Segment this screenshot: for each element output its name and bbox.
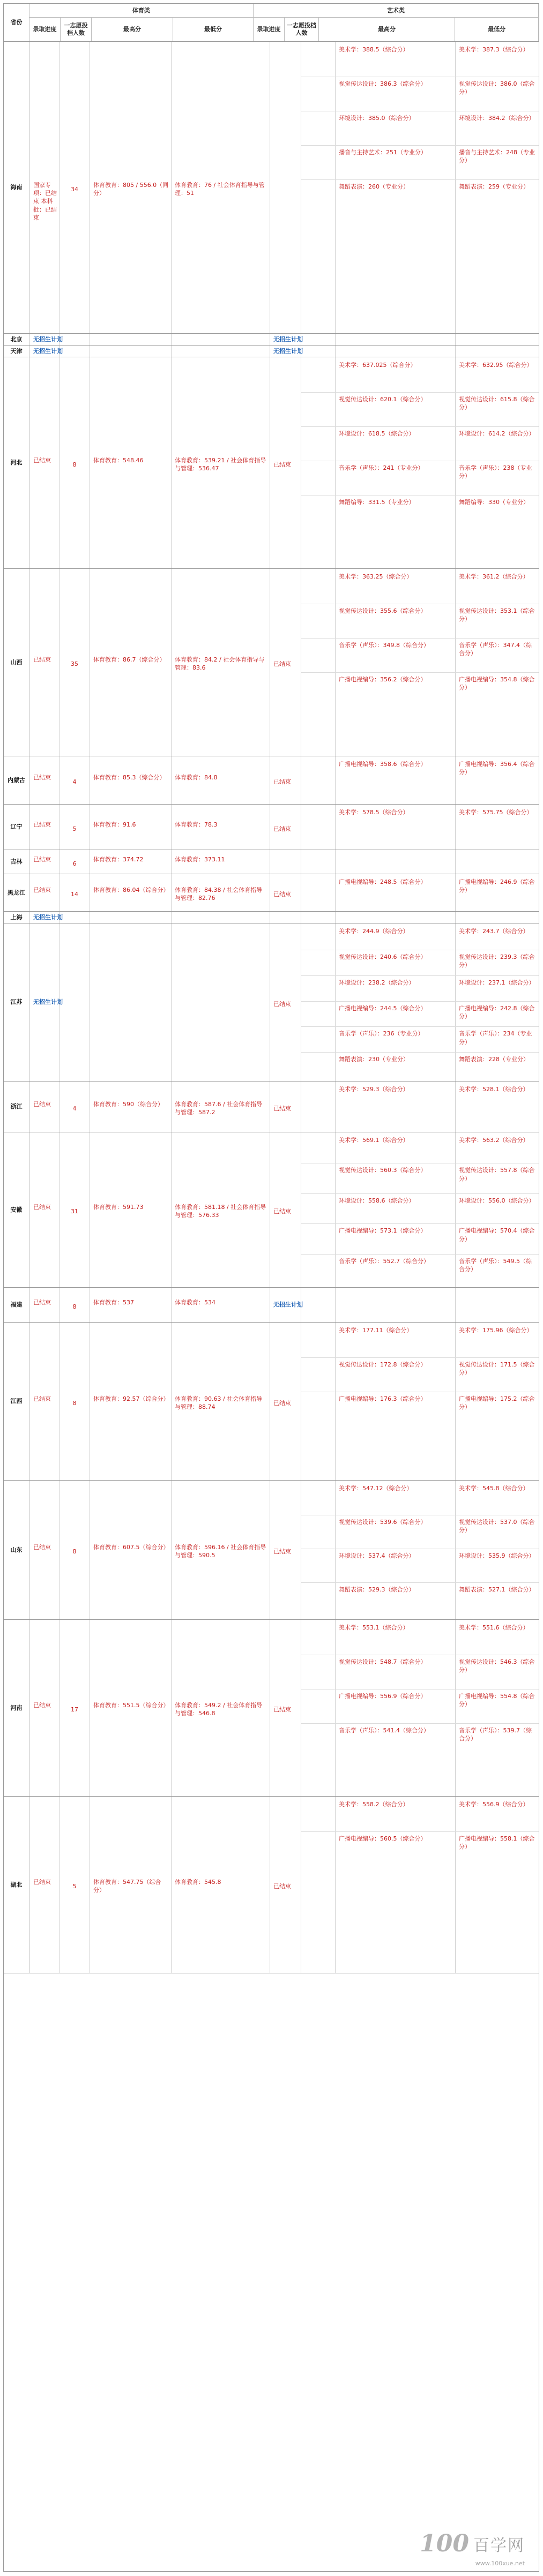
province-block — [4, 569, 539, 756]
province-block — [4, 357, 539, 569]
column-divider — [455, 1620, 456, 1796]
art-min: 舞蹈编导：330（专业分） — [459, 499, 529, 506]
art-max: 广播电视编导：556.9（综合分） — [339, 1693, 427, 1700]
column-divider — [59, 1132, 60, 1287]
art-max: 环境设计：558.6（综合分） — [339, 1197, 415, 1204]
art-max: 环境设计：537.4（综合分） — [339, 1552, 415, 1559]
province-block — [4, 912, 539, 923]
art-max: 美术学：177.11（综合分） — [339, 1327, 413, 1334]
province-name: 上海 — [4, 912, 29, 923]
art-max: 广播电视编导：248.5（综合分） — [339, 878, 427, 885]
art-max: 舞蹈编导：331.5（专业分） — [339, 499, 415, 506]
sport-min: 体育教育：90.63 / 社会体育指导与管理：88.74 — [175, 1395, 263, 1410]
art-max: 广播电视编导：358.6（综合分） — [339, 761, 427, 768]
art-max: 美术学：363.25（综合分） — [339, 573, 413, 580]
art-min: 舞蹈表演：259（专业分） — [459, 183, 529, 190]
art-row-divider — [301, 1582, 539, 1583]
art-min: 美术学：556.9（综合分） — [459, 1801, 529, 1808]
sport-count: 5 — [72, 825, 77, 832]
art-min: 音乐学（声乐）：549.5（综合分） — [459, 1257, 532, 1273]
sport-max: 体育教育：92.57（综合分） — [93, 1395, 169, 1402]
province-block — [4, 1797, 539, 1973]
art-row-divider — [301, 1254, 539, 1255]
province-block — [4, 923, 539, 1082]
sport-note: 无招生计划 — [33, 347, 63, 355]
column-divider — [171, 569, 172, 756]
province-block — [4, 805, 539, 850]
sport-max: 体育教育：607.5（综合分） — [93, 1544, 169, 1551]
sport-count: 4 — [72, 1105, 77, 1112]
art-max: 美术学：553.1（综合分） — [339, 1624, 409, 1631]
sport-max: 体育教育：591.73 — [93, 1204, 144, 1211]
art-min: 音乐学（声乐）：238（专业分） — [459, 464, 532, 480]
art-min: 广播电视编导：570.4（综合分） — [459, 1227, 535, 1243]
sport-max: 体育教育：91.6 — [93, 821, 136, 828]
province-name: 浙江 — [4, 1082, 29, 1132]
column-divider — [455, 1288, 456, 1322]
sport-min: 体育教育：78.3 — [175, 821, 218, 828]
art-min: 美术学：387.3（综合分） — [459, 46, 529, 53]
art-progress: 已结束 — [273, 778, 291, 785]
sport-progress: 已结束 — [33, 1395, 51, 1402]
column-divider — [455, 42, 456, 333]
art-max: 美术学：244.9（综合分） — [339, 928, 409, 935]
column-divider — [335, 850, 336, 874]
column-divider — [455, 805, 456, 850]
sport-progress: 已结束 — [33, 1544, 51, 1551]
art-min: 视觉传达设计：615.8（综合分） — [459, 396, 535, 411]
sport-note: 无招生计划 — [33, 335, 63, 343]
sport-min: 体育教育：549.2 / 社会体育指导与管理：546.8 — [175, 1702, 263, 1717]
art-row-divider — [301, 1026, 539, 1027]
admission-score-table — [3, 3, 539, 2572]
art-max: 视觉传达设计：386.3（综合分） — [339, 80, 427, 87]
column-divider — [171, 1288, 172, 1322]
art-progress: 已结束 — [273, 1883, 291, 1890]
art-min: 舞蹈表演：228（专业分） — [459, 1056, 529, 1063]
art-progress: 已结束 — [273, 1208, 291, 1215]
province-block — [4, 346, 539, 357]
art-progress: 已结束 — [273, 1105, 291, 1112]
art-progress: 已结束 — [273, 1548, 291, 1555]
art-min: 美术学：563.2（综合分） — [459, 1137, 529, 1144]
art-row-divider — [301, 1831, 539, 1832]
art-row-divider — [301, 1357, 539, 1358]
column-divider — [171, 923, 172, 1081]
art-max: 美术学：529.3（综合分） — [339, 1086, 409, 1093]
art-min: 美术学：551.6（综合分） — [459, 1624, 529, 1631]
column-divider — [335, 1082, 336, 1132]
column-divider — [59, 357, 60, 568]
column-divider — [335, 756, 336, 804]
art-count-header: 一志愿投档人数 — [285, 18, 319, 41]
art-row-divider — [301, 1001, 539, 1002]
sport-max: 体育教育：547.75（综合分） — [93, 1879, 161, 1894]
sport-max-header: 最高分 — [92, 18, 173, 41]
column-divider — [335, 874, 336, 911]
sport-min: 体育教育：373.11 — [175, 855, 225, 863]
art-max: 环境设计：618.5（综合分） — [339, 430, 415, 437]
column-divider — [171, 1797, 172, 1973]
sport-min: 体育教育：581.18 / 社会体育指导与管理：576.33 — [175, 1204, 266, 1219]
sport-progress-header: 录取进度 — [29, 18, 61, 41]
sport-count: 8 — [72, 1548, 77, 1555]
column-divider — [171, 357, 172, 568]
column-divider — [335, 1620, 336, 1796]
sport-progress: 已结束 — [33, 887, 51, 893]
sport-count: 4 — [72, 778, 77, 785]
watermark-logo-icon: 100 — [420, 2530, 469, 2557]
art-group-header: 艺术类 — [254, 4, 539, 18]
province-name: 江西 — [4, 1323, 29, 1480]
watermark-brand: 百学网 — [473, 2536, 525, 2555]
art-row-divider — [301, 1723, 539, 1724]
art-max: 舞蹈表演：230（专业分） — [339, 1056, 409, 1063]
column-divider — [171, 756, 172, 804]
column-divider — [59, 805, 60, 850]
column-divider — [455, 346, 456, 357]
sport-count: 17 — [71, 1706, 78, 1713]
art-min: 音乐学（声乐）：234（专业分） — [459, 1030, 532, 1046]
column-divider — [171, 805, 172, 850]
art-min: 广播电视编导：354.8（综合分） — [459, 676, 535, 692]
province-block — [4, 756, 539, 805]
art-min: 美术学：175.96（综合分） — [459, 1327, 533, 1334]
art-max: 美术学：578.5（综合分） — [339, 809, 409, 816]
art-min: 环境设计：614.2（综合分） — [459, 430, 535, 437]
art-min: 美术学：575.75（综合分） — [459, 809, 533, 816]
sport-progress: 已结束 — [33, 1100, 51, 1108]
column-divider — [335, 1481, 336, 1619]
art-max: 广播电视编导：573.1（综合分） — [339, 1227, 427, 1235]
art-max: 视觉传达设计：548.7（综合分） — [339, 1658, 427, 1665]
column-divider — [171, 1082, 172, 1132]
province-name: 北京 — [4, 334, 29, 345]
province-name: 黑龙江 — [4, 874, 29, 911]
sport-progress: 已结束 — [33, 1879, 51, 1886]
column-divider — [455, 912, 456, 923]
art-max: 音乐学（声乐）：349.8（综合分） — [339, 642, 429, 649]
column-divider — [59, 1797, 60, 1973]
column-divider — [335, 1797, 336, 1973]
art-max: 舞蹈表演：529.3（综合分） — [339, 1586, 415, 1593]
column-divider — [171, 346, 172, 357]
column-divider — [455, 1797, 456, 1973]
art-max: 视觉传达设计：560.3（综合分） — [339, 1167, 427, 1174]
column-divider — [335, 1323, 336, 1480]
art-min: 环境设计：535.9（综合分） — [459, 1552, 535, 1559]
sport-min: 体育教育：539.21 / 社会体育指导与管理：536.47 — [175, 456, 266, 472]
column-divider — [335, 1132, 336, 1287]
art-min: 美术学：243.7（综合分） — [459, 928, 529, 935]
column-divider — [455, 850, 456, 874]
art-max: 环境设计：385.0（综合分） — [339, 115, 415, 122]
art-max: 广播电视编导：356.2（综合分） — [339, 676, 427, 683]
art-min: 广播电视编导：175.2（综合分） — [459, 1395, 535, 1411]
art-max: 音乐学（声乐）：241（专业分） — [339, 464, 424, 471]
art-progress: 已结束 — [273, 660, 291, 667]
province-name: 河北 — [4, 357, 29, 568]
column-divider — [455, 1132, 456, 1287]
sport-progress: 已结束 — [33, 774, 51, 781]
art-max: 音乐学（声乐）：236（专业分） — [339, 1030, 424, 1038]
art-min: 广播电视编导：246.9（综合分） — [459, 878, 535, 894]
art-min: 广播电视编导：558.1（综合分） — [459, 1835, 535, 1851]
sport-min: 体育教育：587.6 / 社会体育指导与管理：587.2 — [175, 1100, 263, 1116]
art-note: 无招生计划 — [273, 347, 303, 355]
art-row-divider — [301, 638, 539, 639]
column-divider — [59, 1323, 60, 1480]
column-divider — [171, 874, 172, 911]
art-row-divider — [301, 145, 539, 146]
column-divider — [59, 569, 60, 756]
art-min: 美术学：528.1（综合分） — [459, 1086, 529, 1093]
art-progress: 已结束 — [273, 825, 291, 832]
art-min: 播音与主持艺术：248（专业分） — [459, 149, 535, 164]
sport-progress: 已结束 — [33, 656, 51, 663]
column-divider — [59, 1620, 60, 1796]
sport-max: 体育教育：551.5（综合分） — [93, 1702, 169, 1709]
column-divider — [455, 923, 456, 1081]
province-name: 辽宁 — [4, 805, 29, 850]
column-divider — [335, 357, 336, 568]
sport-note: 无招生计划 — [33, 998, 63, 1006]
art-max: 广播电视编导：244.5（综合分） — [339, 1004, 427, 1012]
art-min: 音乐学（声乐）：539.7（综合分） — [459, 1727, 532, 1743]
column-divider — [335, 569, 336, 756]
sport-min: 体育教育：84.38 / 社会体育指导与管理：82.76 — [175, 887, 263, 902]
sport-min: 体育教育：84.2 / 社会体育指导与管理：83.6 — [175, 656, 265, 672]
province-name: 天津 — [4, 346, 29, 357]
column-divider — [171, 42, 172, 333]
art-max-header: 最高分 — [319, 18, 455, 41]
sport-max: 体育教育：86.7（综合分） — [93, 656, 166, 663]
art-max: 音乐学（声乐）：552.7（综合分） — [339, 1257, 429, 1265]
art-max: 环境设计：238.2（综合分） — [339, 979, 415, 986]
art-row-divider — [301, 392, 539, 393]
art-max: 播音与主持艺术：251（专业分） — [339, 149, 427, 156]
art-max: 广播电视编导：176.3（综合分） — [339, 1395, 427, 1402]
sport-min: 体育教育：76 / 社会体育指导与管理：51 — [175, 181, 265, 197]
sport-min: 体育教育：534 — [175, 1298, 215, 1306]
art-min: 视觉传达设计：537.0（综合分） — [459, 1519, 535, 1534]
province-block — [4, 42, 539, 334]
sport-max: 体育教育：374.72 — [93, 855, 144, 863]
column-divider — [455, 1082, 456, 1132]
column-divider — [335, 42, 336, 333]
art-min: 视觉传达设计：353.1（综合分） — [459, 607, 535, 623]
province-block — [4, 1082, 539, 1132]
art-max: 视觉传达设计：539.6（综合分） — [339, 1519, 427, 1526]
province-name: 山西 — [4, 569, 29, 756]
art-max: 音乐学（声乐）：541.4（综合分） — [339, 1727, 429, 1734]
watermark-url: www.100xue.net — [475, 2560, 525, 2567]
art-max: 视觉传达设计：355.6（综合分） — [339, 607, 427, 614]
art-progress: 已结束 — [273, 461, 291, 468]
sport-max: 体育教育：85.3（综合分） — [93, 774, 166, 781]
sport-count: 31 — [71, 1208, 78, 1215]
column-divider — [171, 1323, 172, 1480]
art-min: 视觉传达设计：239.3（综合分） — [459, 953, 535, 969]
province-name: 江苏 — [4, 923, 29, 1081]
column-divider — [171, 1620, 172, 1796]
art-progress: 已结束 — [273, 1000, 291, 1008]
art-min-header: 最低分 — [455, 18, 539, 41]
sport-count: 6 — [72, 860, 77, 867]
column-divider — [59, 1288, 60, 1322]
province-name: 吉林 — [4, 850, 29, 874]
art-min: 视觉传达设计：386.0（综合分） — [459, 80, 535, 96]
art-row-divider — [301, 1193, 539, 1194]
sport-max: 体育教育：548.46 — [93, 456, 144, 464]
art-progress-header: 录取进度 — [254, 18, 285, 41]
province-name: 海南 — [4, 42, 29, 333]
art-min: 广播电视编导：356.4（综合分） — [459, 761, 535, 776]
province-block — [4, 1323, 539, 1481]
sport-group-header: 体育类 — [29, 4, 254, 18]
art-progress: 已结束 — [273, 1399, 291, 1407]
sport-count: 8 — [72, 1399, 77, 1407]
art-progress: 已结束 — [273, 891, 291, 898]
column-divider — [455, 569, 456, 756]
art-max: 美术学：558.2（综合分） — [339, 1801, 409, 1808]
column-divider — [455, 756, 456, 804]
art-row-divider — [301, 1223, 539, 1224]
art-progress: 已结束 — [273, 1706, 291, 1713]
sport-max: 体育教育：537 — [93, 1298, 134, 1306]
sport-count-header: 一志愿投档人数 — [61, 18, 92, 41]
column-divider — [59, 850, 60, 874]
province-block — [4, 334, 539, 346]
sport-count: 8 — [72, 461, 77, 468]
table-header — [4, 4, 539, 42]
column-divider — [59, 756, 60, 804]
sport-min: 体育教育：596.16 / 社会体育指导与管理：590.5 — [175, 1544, 266, 1559]
column-divider — [335, 805, 336, 850]
art-min: 舞蹈表演：527.1（综合分） — [459, 1586, 535, 1593]
sport-max: 体育教育：590（综合分） — [93, 1100, 163, 1108]
art-row-divider — [301, 426, 539, 427]
art-min: 环境设计：556.0（综合分） — [459, 1197, 535, 1204]
column-divider — [59, 1481, 60, 1619]
sport-count: 34 — [71, 185, 78, 193]
column-divider — [171, 334, 172, 345]
art-min: 音乐学（声乐）：347.4（综合分） — [459, 642, 532, 657]
art-max: 美术学：547.12（综合分） — [339, 1485, 413, 1492]
province-block — [4, 1132, 539, 1288]
art-max: 美术学：637.025（综合分） — [339, 362, 416, 369]
art-min: 广播电视编导：242.8（综合分） — [459, 1004, 535, 1020]
art-min: 视觉传达设计：546.3（综合分） — [459, 1658, 535, 1674]
sport-progress: 已结束 — [33, 1204, 51, 1211]
column-divider — [171, 912, 172, 923]
province-name: 福建 — [4, 1288, 29, 1322]
column-divider — [455, 874, 456, 911]
art-note: 无招生计划 — [273, 1301, 303, 1309]
sport-max: 体育教育：805 / 556.0（同分） — [93, 181, 169, 197]
province-name: 安徽 — [4, 1132, 29, 1287]
art-max: 广播电视编导：560.5（综合分） — [339, 1835, 427, 1842]
art-row-divider — [301, 975, 539, 976]
column-divider — [455, 1323, 456, 1480]
province-block — [4, 1481, 539, 1620]
province-block — [4, 1620, 539, 1797]
sport-progress: 已结束 — [33, 855, 51, 863]
art-note: 无招生计划 — [273, 335, 303, 343]
province-block — [4, 874, 539, 912]
art-min: 环境设计：237.1（综合分） — [459, 979, 535, 986]
art-min: 美术学：632.95（综合分） — [459, 362, 533, 369]
column-divider — [171, 850, 172, 874]
art-row-divider — [301, 179, 539, 180]
sport-max: 体育教育：86.04（综合分） — [93, 887, 169, 893]
sport-progress: 已结束 — [33, 1702, 51, 1709]
column-divider — [455, 334, 456, 345]
column-divider — [59, 1082, 60, 1132]
sport-min: 体育教育：545.8 — [175, 1879, 221, 1886]
art-row-divider — [301, 672, 539, 673]
art-max: 舞蹈表演：260（专业分） — [339, 183, 409, 190]
province-block — [4, 850, 539, 874]
art-max: 美术学：388.5（综合分） — [339, 46, 409, 53]
province-name: 内蒙古 — [4, 756, 29, 804]
column-divider — [59, 42, 60, 333]
table-body — [4, 42, 539, 1973]
sport-count: 5 — [72, 1883, 77, 1890]
art-max: 美术学：569.1（综合分） — [339, 1137, 409, 1144]
province-block — [4, 1288, 539, 1323]
art-row-divider — [301, 1052, 539, 1053]
column-divider — [171, 1481, 172, 1619]
column-divider — [335, 923, 336, 1081]
sport-count: 8 — [72, 1303, 77, 1310]
province-name: 河南 — [4, 1620, 29, 1796]
sport-min-header: 最低分 — [173, 18, 254, 41]
sport-progress: 已结束 — [33, 1298, 51, 1306]
art-min: 美术学：361.2（综合分） — [459, 573, 529, 580]
watermark — [420, 2530, 525, 2557]
art-min: 广播电视编导：554.8（综合分） — [459, 1693, 535, 1708]
art-max: 视觉传达设计：172.8（综合分） — [339, 1361, 427, 1368]
column-divider — [455, 357, 456, 568]
column-divider — [455, 1481, 456, 1619]
sport-min: 体育教育：84.8 — [175, 774, 218, 781]
sport-progress: 已结束 — [33, 821, 51, 828]
sport-note: 无招生计划 — [33, 913, 63, 921]
province-header: 省份 — [4, 4, 29, 41]
art-min: 环境设计：384.2（综合分） — [459, 115, 535, 122]
sport-count: 14 — [71, 891, 78, 898]
column-divider — [171, 1132, 172, 1287]
art-min: 视觉传达设计：171.5（综合分） — [459, 1361, 535, 1377]
art-max: 视觉传达设计：620.1（综合分） — [339, 396, 427, 403]
sport-progress: 国家专项：已结束 本科批：已结束 — [33, 181, 57, 222]
column-divider — [59, 874, 60, 911]
art-max: 视觉传达设计：240.6（综合分） — [339, 953, 427, 960]
column-divider — [335, 912, 336, 923]
sport-count: 35 — [71, 660, 78, 667]
sport-progress: 已结束 — [33, 456, 51, 464]
art-min: 美术学：545.8（综合分） — [459, 1485, 529, 1492]
art-min: 视觉传达设计：557.8（综合分） — [459, 1167, 535, 1182]
province-name: 湖北 — [4, 1797, 29, 1973]
province-name: 山东 — [4, 1481, 29, 1619]
